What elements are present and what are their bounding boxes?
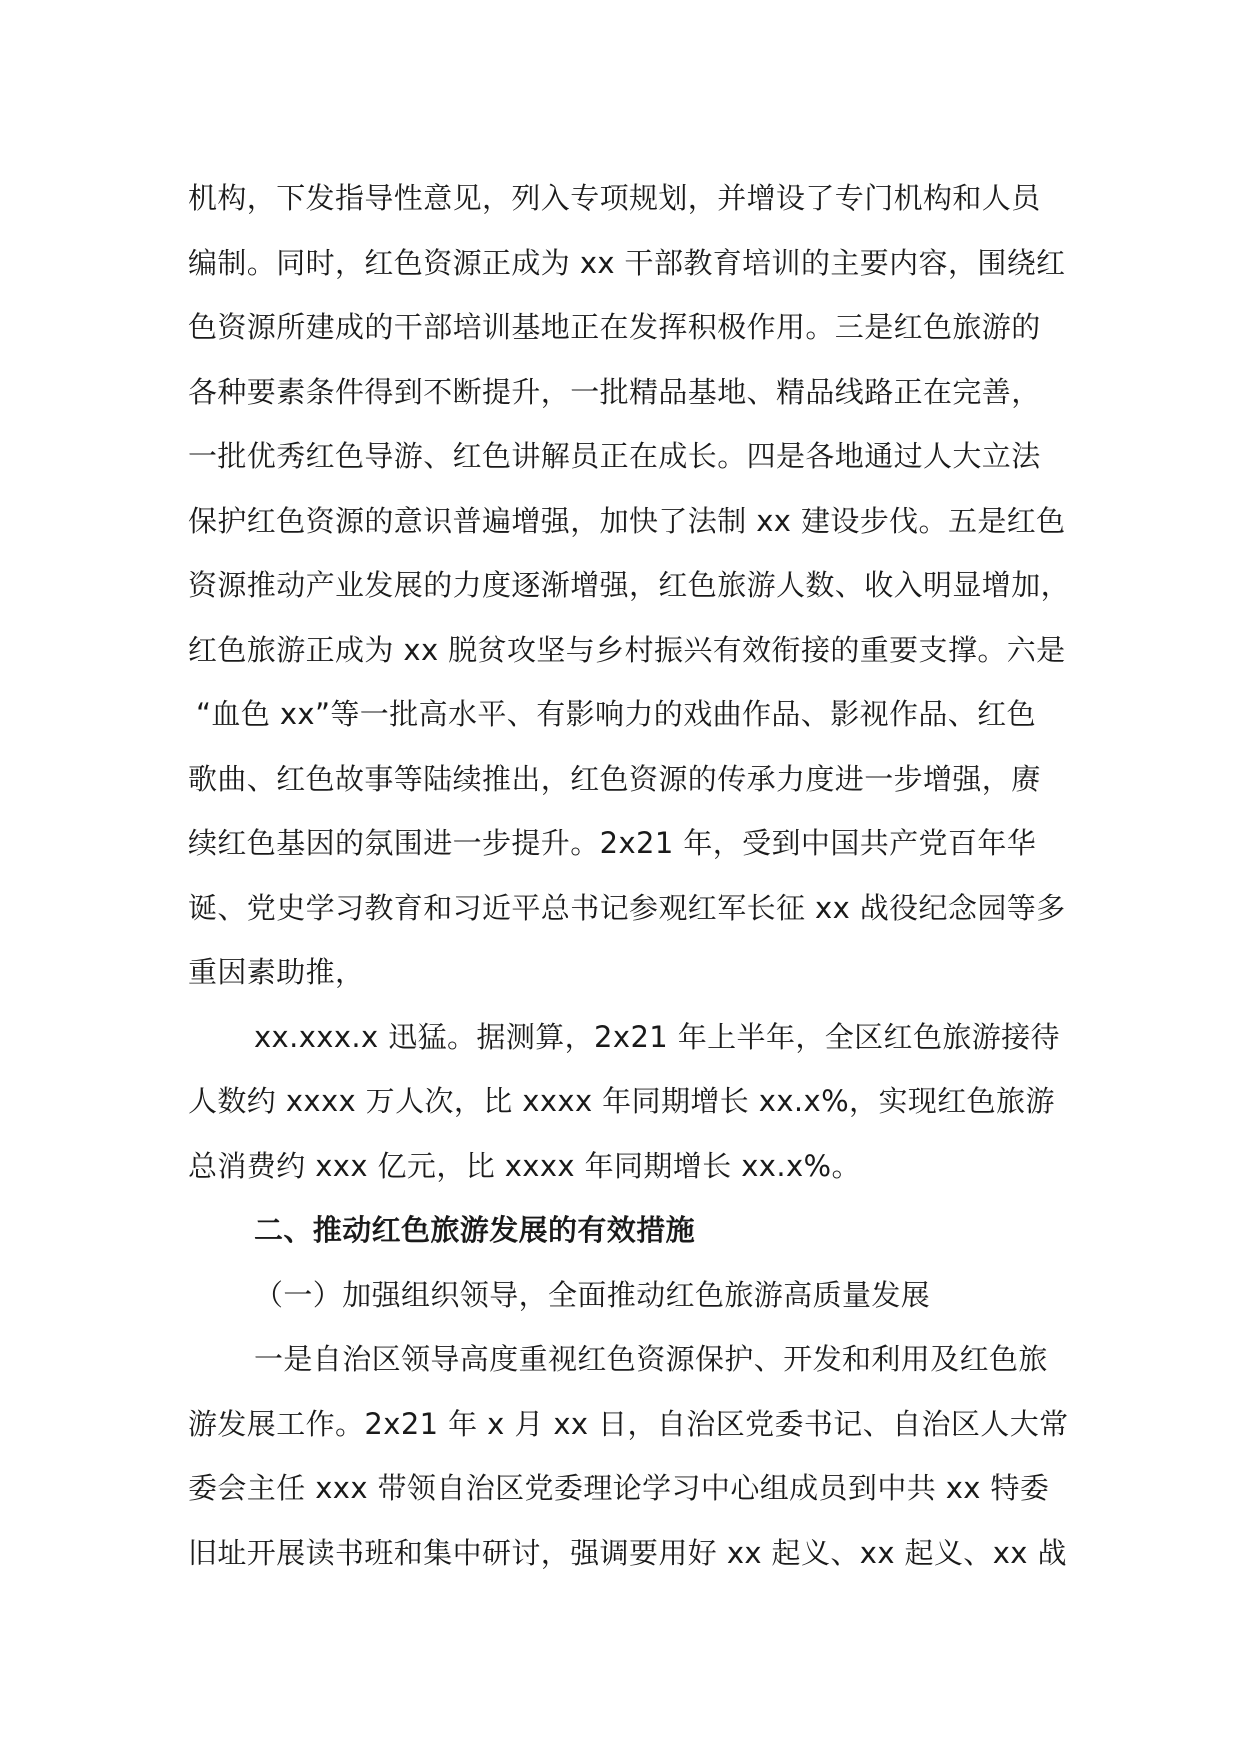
document-body [188,166,1071,1585]
section-heading: 二、推动红色旅游发展的有效措施 [254,1213,696,1247]
text-line: 游发展工作。2x21 年 x 月 xx 日，自治区党委书记、自治区人大常 [188,1406,1069,1441]
paragraph-first-line: xx.xxx.x 迅猛。据测算，2x21 年上半年，全区红色旅游接待 [254,1019,1060,1054]
text-line: 总消费约 xxx 亿元，比 xxxx 年同期增长 xx.x%。 [188,1148,861,1183]
text-line: 重因素助推， [188,955,365,989]
text-line: 人数约 xxxx 万人次，比 xxxx 年同期增长 xx.x%，实现红色旅游 [188,1084,1055,1118]
text-line: “血色 xx”等一批高水平、有影响力的戏曲作品、影视作品、红色 [196,697,1036,731]
text-line: 续红色基因的氛围进一步提升。2x21 年，受到中国共产党百年华 [188,826,1037,860]
text-line: 歌曲、红色故事等陆续推出，红色资源的传承力度进一步增强，赓 [188,761,1041,796]
text-line: 委会主任 xxx 带领自治区党委理论学习中心组成员到中共 xx 特委 [188,1471,1050,1505]
text-line: 红色旅游正成为 xx 脱贫攻坚与乡村振兴有效衔接的重要支撑。六是 [188,632,1066,667]
text-line: 旧址开展读书班和集中研讨，强调要用好 xx 起义、xx 起义、xx 战 [188,1535,1067,1570]
text-line: 保护红色资源的意识普遍增强，加快了法制 xx 建设步伐。五是红色 [188,503,1066,538]
paragraph-first-line: 一是自治区领导高度重视红色资源保护、开发和利用及红色旅 [254,1342,1048,1376]
text-line: 各种要素条件得到不断提升，一批精品基地、精品线路正在完善， [188,374,1041,409]
text-line: 编制。同时，红色资源正成为 xx 干部教育培训的主要内容，围绕红 [188,245,1066,280]
text-line: 机构，下发指导性意见，列入专项规划，并增设了专门机构和人员 [188,181,1041,215]
subsection-heading: （一）加强组织领导，全面推动红色旅游高质量发展 [254,1277,931,1312]
text-line: 一批优秀红色导游、红色讲解员正在成长。四是各地通过人大立法 [188,439,1041,473]
text-line: 资源推动产业发展的力度逐渐增强，红色旅游人数、收入明显增加， [188,568,1071,602]
text-line: 色资源所建成的干部培训基地正在发挥积极作用。三是红色旅游的 [188,310,1041,344]
text-line: 诞、党史学习教育和习近平总书记参观红军长征 xx 战役纪念园等多 [188,890,1066,925]
